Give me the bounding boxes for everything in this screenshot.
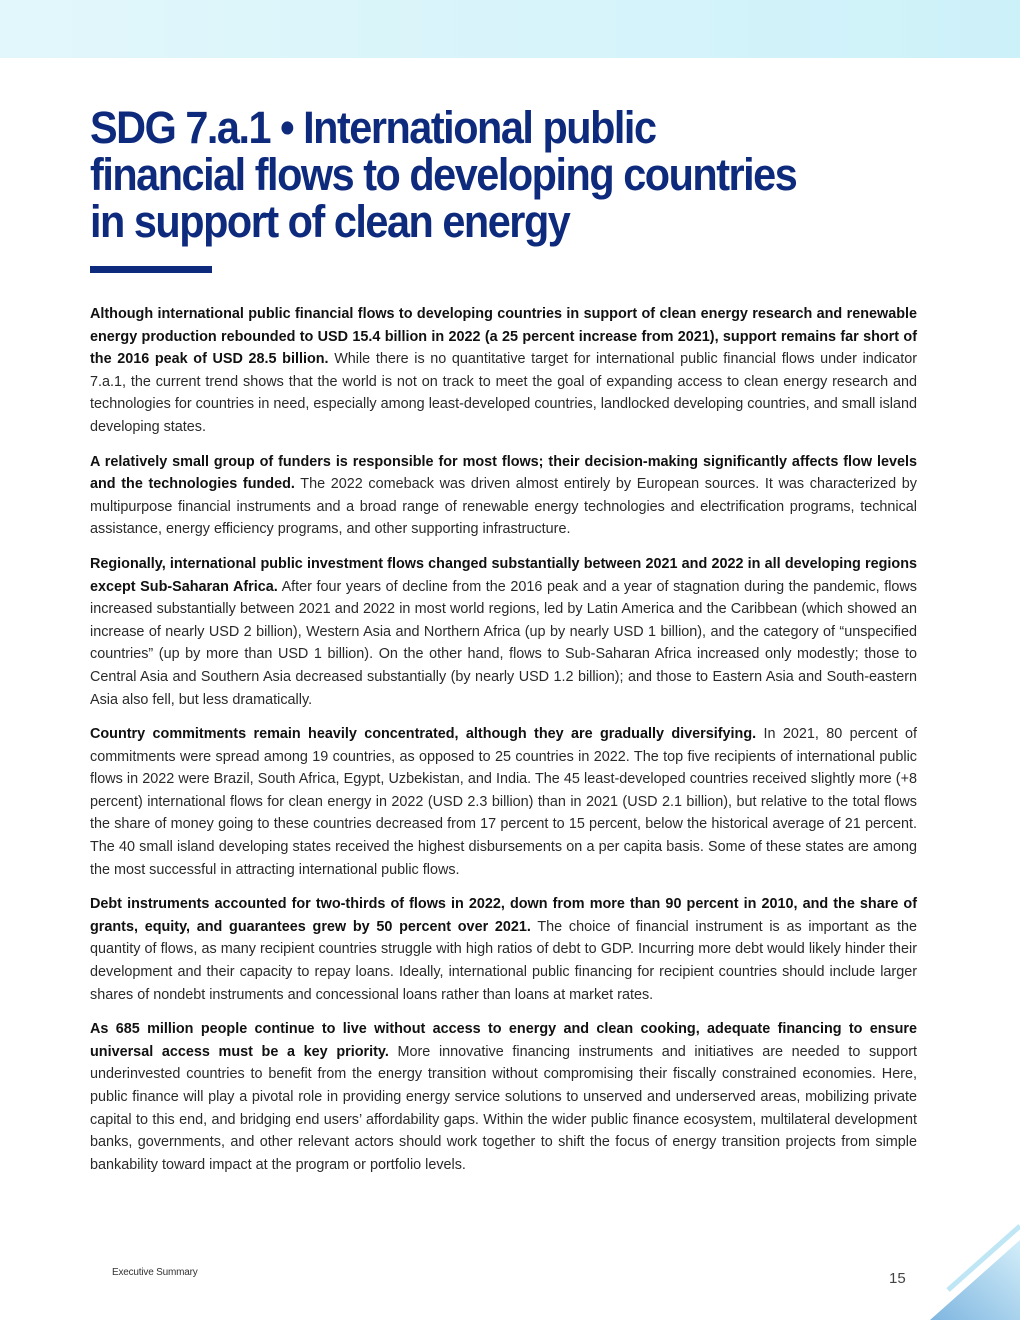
paragraph-lead: Country commitments remain heavily concentrated, although they are gradually diversifying.	[90, 726, 757, 743]
corner-decoration	[930, 1210, 1020, 1320]
paragraph-lead: A relatively small group of funders is responsible for most flows; their decision-making significantly affects flow levels and the technologies funded.	[90, 453, 917, 493]
body-text	[90, 303, 917, 1188]
footer-section-label: Executive Summary	[112, 1267, 198, 1278]
paragraph	[90, 451, 917, 541]
paragraph-lead: As 685 million people continue to live without access to energy and clean cooking, adequate financing to ensure universal access must be a key priority.	[90, 1021, 917, 1060]
paragraph-body: More innovative financing instruments and initiatives are needed to support underinvested countries to benefit from the energy transition without compromising their fiscally constrained economies. Here, public finance will play a pivotal role in providing energy service solutions to unserved and underserved areas, mobilizing private capital to this end, and bridging end users’ affordability gaps. Within the wider public finance ecosystem, multilateral development banks, governments, and other relevant actors should work together to shift the focus of energy transition projects from simple bankability toward impact at the program or portfolio levels.	[90, 1043, 917, 1173]
paragraph-body: The choice of financial instrument is as important as the quantity of flows, as many recipient countries struggle with high ratios of debt to GDP. Incurring more debt would likely hinder their development and their capacity to repay loans. Ideally, international public financing for recipient countries should include larger shares of nondebt instruments and concessional loans rather than loans at market rates.	[90, 918, 917, 1003]
page-number: 15	[889, 1270, 906, 1287]
paragraph-lead: Regionally, international public investment flows changed substantially between 2021 and 2022 in all developing regions except Sub-Saharan Africa.	[90, 555, 917, 595]
title-underline-rule	[90, 266, 212, 273]
paragraph-body: In 2021, 80 percent of commitments were spread among 19 countries, as opposed to 25 countries in 2022. The top five recipients of international public flows in 2022 were Brazil, South Africa, Egypt, Uzbekistan, and India. The 45 least-developed countries received slightly more (+8 percent) international flows for clean energy in 2022 (USD 2.3 billion) than in 2021 (USD 2.1 billion), but relative to the total flows the share of money going to these countries decreased from 17 percent to 15 percent, below the historical average of 21 percent. The 40 small island developing states received the highest disbursements on a per capita basis. Some of these states are among the most successful in attracting international public flows.	[90, 726, 918, 878]
paragraph	[90, 723, 917, 881]
paragraph-lead: Debt instruments accounted for two-thirds of flows in 2022, down from more than 90 percent in 2010, and the share of grants, equity, and guarantees grew by 50 percent over 2021.	[90, 896, 917, 935]
paragraph-body: While there is no quantitative target for international public financial flows under indicator 7.a.1, the current trend shows that the world is not on track to meet the goal of expanding access to clean energy research and technologies for countries in need, especially among least-developed countries, landlocked developing countries, and small island developing states.	[90, 351, 917, 435]
paragraph	[90, 1018, 917, 1176]
paragraph-lead: Although international public financial flows to developing countries in support of clean energy research and renewable energy production rebounded to USD 15.4 billion in 2022 (a 25 percent increase from 2021), support remains far short of the 2016 peak of USD 28.5 billion.	[90, 306, 917, 368]
paragraph-body: After four years of decline from the 2016 peak and a year of stagnation during the pandemic, flows increased substantially between 2021 and 2022 in most world regions, led by Latin America and the Caribbean (which showed an increase of nearly USD 2 billion), Western Asia and Northern Africa (up by nearly USD 1 billion), and the category of “unspecified countries” (up by more than USD 1 billion). On the other hand, flows to Sub-Saharan Africa increased only modestly; those to Central Asia and Southern Asia decreased substantially (by nearly USD 1.2 billion); and those to Eastern Asia and South-eastern Asia also fell, but less dramatically.	[90, 578, 917, 708]
paragraph	[90, 553, 917, 711]
page-title: SDG 7.a.1 • International public financial flows to developing countries in support of clean energy	[90, 102, 797, 247]
paragraph-body: The 2022 comeback was driven almost entirely by European sources. It was characterized by multipurpose financial instruments and a broad range of renewable energy technologies and electrification programs, technical assistance, energy efficiency programs, and other supporting infrastructure.	[90, 476, 918, 538]
top-header-band	[0, 0, 1020, 58]
paragraph	[90, 893, 917, 1006]
paragraph	[90, 303, 917, 439]
